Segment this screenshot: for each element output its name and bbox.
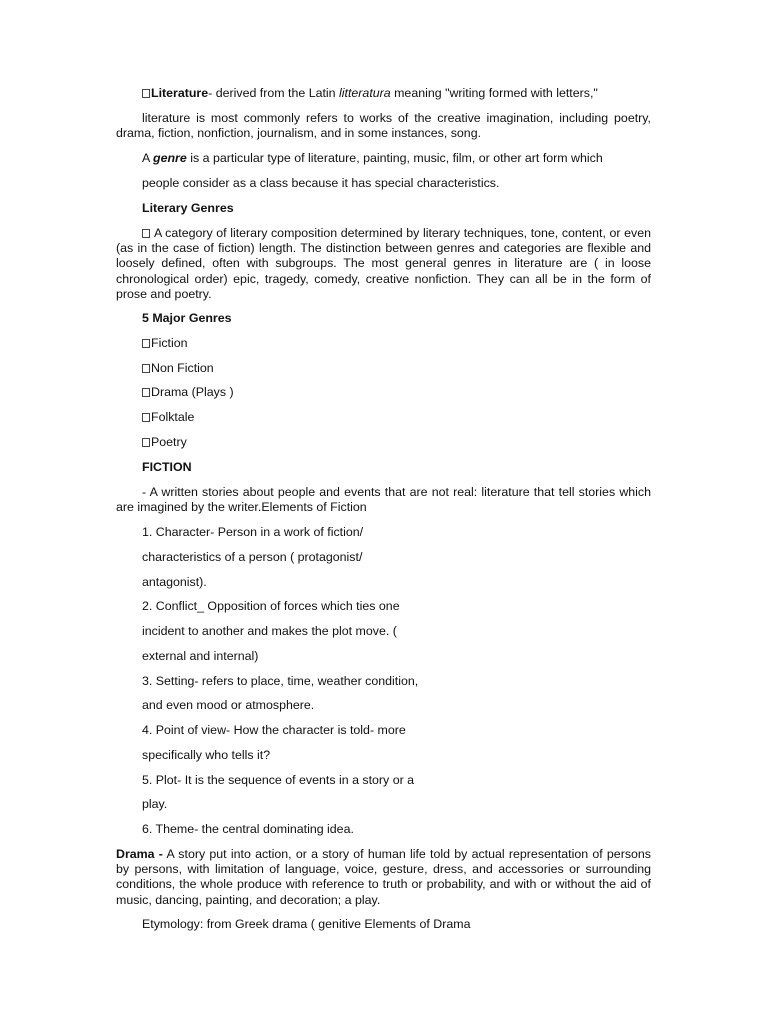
bullet-box-icon — [142, 339, 150, 348]
literature-paragraph: literature is most commonly refers to works of the creative imagination, including poetry, drama, fiction, nonfiction, journalism, and in some instances, song. — [116, 111, 651, 141]
element-line: specifically who tells it? — [142, 748, 271, 762]
list-item: Fiction — [142, 336, 188, 351]
element-line: external and internal) — [142, 649, 259, 663]
element-line: 1. Character- Person in a work of fiction/ — [142, 525, 364, 539]
element-line: characteristics of a person ( protagonist/ — [142, 550, 363, 564]
fiction-paragraph: - A written stories about people and events that are not real: literature that tell stories which are imagined by the writer.Elements of Fiction — [116, 485, 651, 515]
element-line: 5. Plot- It is the sequence of events in a story or a — [142, 773, 415, 787]
element-line: 6. Theme- the central dominating idea. — [142, 822, 354, 836]
list-item: Non Fiction — [142, 361, 214, 376]
element-line: 3. Setting- refers to place, time, weather condition, — [142, 674, 419, 688]
element-line: 2. Conflict_ Opposition of forces which ties one — [142, 599, 400, 613]
term-drama: Drama - — [116, 847, 163, 861]
drama-paragraph: Drama - A story put into action, or a story of human life told by actual representation of persons by persons, with limitation of language, voice, gesture, dress, and accessories or surrounding conditions, the whole produce with reference to truth or probability, and with or without the aid of music, dancing, painting, and decoration; a play. — [116, 847, 651, 907]
element-line: incident to another and makes the plot move. ( — [142, 624, 397, 638]
heading-fiction: FICTION — [142, 460, 192, 474]
element-line: antagonist). — [142, 575, 207, 589]
bullet-box-icon — [142, 89, 150, 98]
element-line: and even mood or atmosphere. — [142, 698, 315, 712]
bullet-box-icon — [142, 438, 150, 447]
element-line: play. — [142, 797, 168, 811]
genre-definition-cont: people consider as a class because it has special characteristics. — [142, 176, 500, 190]
heading-major-genres: 5 Major Genres — [142, 311, 232, 325]
term-genre: genre — [153, 151, 187, 165]
list-item: Poetry — [142, 435, 187, 450]
list-item: Folktale — [142, 410, 194, 425]
list-item: Drama (Plays ) — [142, 385, 234, 400]
genre-definition-line: A genre is a particular type of literature, painting, music, film, or other art form which — [142, 151, 603, 165]
latin-term: litteratura — [339, 86, 391, 100]
element-line: 4. Point of view- How the character is told- more — [142, 723, 406, 737]
bullet-box-icon — [142, 413, 150, 422]
bullet-box-icon — [142, 229, 150, 238]
heading-literary-genres: Literary Genres — [142, 201, 234, 215]
etymology-line: Etymology: from Greek drama ( genitive Elements of Drama — [142, 917, 471, 931]
term-literature: Literature — [151, 86, 209, 100]
bullet-box-icon — [142, 388, 150, 397]
literary-genres-paragraph: A category of literary composition determined by literary techniques, tone, content, or even (as in the case of fiction) length. The distinction between genres and categories are flexible and loosely defined, often with subgroups. The most general genres in literature are ( in loose chronological order) epic, tragedy, comedy, creative nonfiction. They can all be in the form of prose and poetry. — [116, 226, 651, 301]
bullet-box-icon — [142, 364, 150, 373]
literature-definition-line: Literature- derived from the Latin litteratura meaning "writing formed with letters," — [142, 86, 598, 101]
